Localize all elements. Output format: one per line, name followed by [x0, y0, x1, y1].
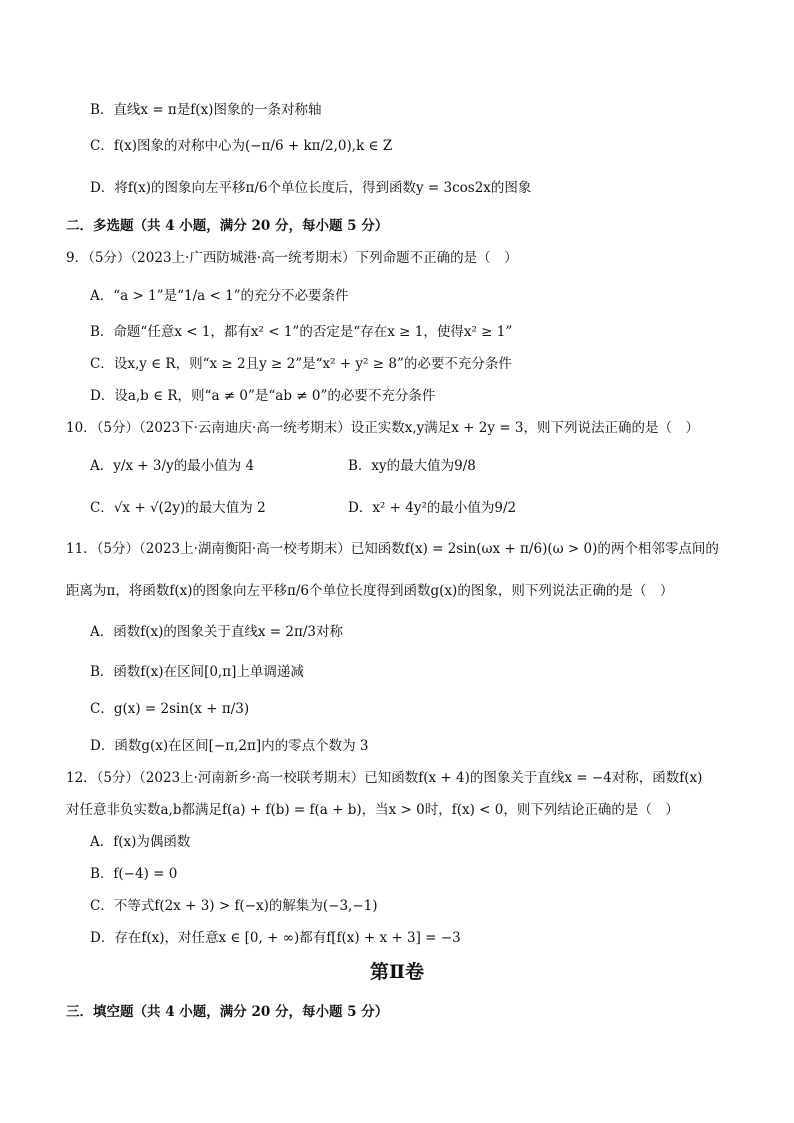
q11-stem-line-1: 11．（5分）（2023上·湖南衡阳·高一校考期末）已知函数f(x) = 2sin(ωx + π/6)(ω > 0)的两个相邻零点间的 — [66, 541, 719, 557]
q9-option-c: C．设x,y ∈ R，则“x ≥ 2且y ≥ 2”是“x² + y² ≥ 8”的必要不充分条件 — [90, 356, 512, 372]
q11-option-a: A．函数f(x)的图象关于直线x = 2π/3对称 — [90, 624, 343, 640]
q8-option-d: D．将f(x)的图象向左平移π/6个单位长度后，得到函数y = 3cos2x的图象 — [90, 180, 532, 196]
q12-option-a: A．f(x)为偶函数 — [90, 834, 191, 850]
q10-option-b: B．xy的最大值为9/8 — [348, 458, 476, 474]
part-2-title: 第Ⅱ卷 — [369, 961, 424, 983]
q9-option-d: D．设a,b ∈ R，则“a ≠ 0”是“ab ≠ 0”的必要不充分条件 — [90, 388, 436, 404]
q8-option-c: C．f(x)图象的对称中心为(−π/6 + kπ/2,0),k ∈ Z — [90, 138, 393, 154]
q8-option-b: B．直线x = π是f(x)图象的一条对称轴 — [90, 102, 322, 118]
q9-option-b: B．命题“任意x < 1，都有x² < 1”的否定是“存在x ≥ 1，使得x² ≥ 1” — [90, 324, 513, 340]
q10-option-a: A．y/x + 3/y的最小值为 4 — [90, 458, 255, 474]
q9-stem: 9．（5分）（2023上·广西防城港·高一统考期末）下列命题不正确的是（ ） — [66, 250, 518, 266]
q11-option-d: D．函数g(x)在区间[−π,2π]内的零点个数为 3 — [90, 738, 369, 754]
q12-option-d: D．存在f(x)，对任意x ∈ [0, + ∞)都有f[f(x) + x + 3] = −3 — [90, 930, 461, 946]
section-2-heading: 二．多选题（共 4 小题，满分 20 分，每小题 5 分） — [66, 218, 389, 234]
section-3-heading: 三．填空题（共 4 小题，满分 20 分，每小题 5 分） — [66, 1004, 389, 1020]
q10-option-d: D．x² + 4y²的最小值为9/2 — [348, 500, 517, 516]
q12-option-c: C．不等式f(2x + 3) > f(−x)的解集为(−3,−1) — [90, 898, 378, 914]
q12-option-b: B．f(−4) = 0 — [90, 866, 178, 882]
q9-option-a: A．“a > 1”是“1/a < 1”的充分不必要条件 — [90, 288, 349, 304]
q12-stem-line-2: 对任意非负实数a,b都满足f(a) + f(b) = f(a + b)，当x > 0时，f(x) < 0，则下列结论正确的是（ ） — [66, 802, 679, 818]
q12-stem-line-1: 12．（5分）（2023上·河南新乡·高一校联考期末）已知函数f(x + 4)的图象关于直线x = −4对称，函数f(x) — [66, 770, 703, 786]
q11-option-c: C．g(x) = 2sin(x + π/3) — [90, 701, 250, 717]
q10-stem: 10．（5分）（2023下·云南迪庆·高一统考期末）设正实数x,y满足x + 2y = 3，则下列说法正确的是（ ） — [66, 420, 699, 436]
q11-stem-line-2: 距离为π，将函数f(x)的图象向左平移π/6个单位长度得到函数g(x)的图象，则下列说法正确的是（ ） — [66, 583, 674, 599]
q10-option-c: C．√x + √(2y)的最大值为 2 — [90, 500, 266, 516]
q11-option-b: B．函数f(x)在区间[0,π]上单调递减 — [90, 664, 304, 680]
